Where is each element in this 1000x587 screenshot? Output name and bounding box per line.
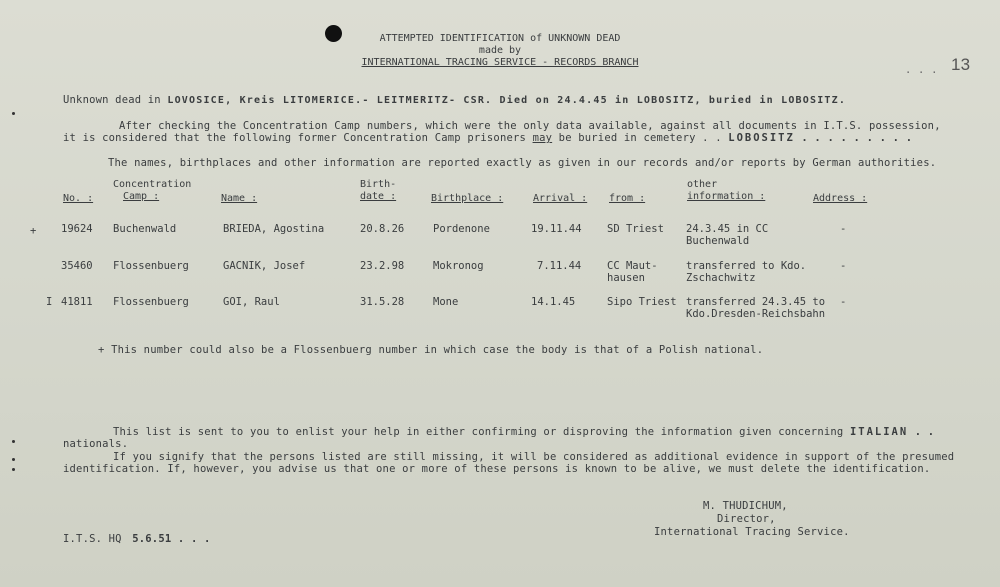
- row-from: SD Triest: [607, 223, 664, 235]
- footnote-text: This number could also be a Flossenbuerg number in which case the body is that of a Polish national.: [111, 344, 764, 356]
- row-address: -: [840, 260, 847, 272]
- header-no: No. :: [63, 193, 94, 204]
- nationality-stamp: ITALIAN: [849, 426, 909, 438]
- closing-p2-line1: If you signify that the persons listed are still missing, it will be considered as additional evidence in support of the presumed: [113, 451, 955, 463]
- row-birthplace: Mone: [433, 296, 459, 308]
- row-info-line2: Buchenwald: [686, 235, 750, 247]
- signature-name: M. THUDICHUM,: [703, 500, 788, 512]
- row-marker: I: [46, 296, 53, 308]
- row-info-line1: transferred to Kdo.: [686, 260, 807, 272]
- row-info-line1: 24.3.45 in CC: [686, 223, 769, 235]
- unknown-dead-prefix: Unknown dead in: [63, 94, 161, 106]
- closing-p1-line2: nationals.: [63, 438, 129, 450]
- footer-date: 5.6.51: [132, 533, 172, 545]
- row-birthplace: Mokronog: [433, 260, 484, 272]
- header-other-line2: information :: [687, 191, 766, 202]
- row-from-line1: CC Maut-: [607, 260, 658, 272]
- row-birthdate: 23.2.98: [360, 260, 405, 272]
- row-info-line2: Zschachwitz: [686, 272, 756, 284]
- margin-speck: [12, 468, 15, 471]
- row-camp: Flossenbuerg: [113, 296, 189, 308]
- row-birthdate: 20.8.26: [360, 223, 405, 235]
- header-arrival: Arrival :: [533, 193, 588, 204]
- header-birthdate-line2: date :: [360, 191, 397, 202]
- unknown-dead-line: [63, 94, 846, 106]
- footnote-marker: +: [98, 344, 105, 356]
- row-from-line2: hausen: [607, 272, 645, 284]
- para1-line2: it is considered that the following former Concentration Camp prisoners may be buried in cemetery . . LOBOSITZ . . . . . . . . .: [63, 132, 913, 144]
- row-arrival: 14.1.45: [531, 296, 576, 308]
- row-info-line1: transferred 24.3.45 to: [686, 296, 826, 308]
- row-no: 41811: [61, 296, 93, 308]
- header-name: Name :: [221, 193, 258, 204]
- header-birthplace: Birthplace :: [431, 193, 504, 204]
- header-other-line1: other: [687, 179, 718, 190]
- row-from: Sipo Triest: [607, 296, 677, 308]
- page-number: 13: [951, 55, 971, 74]
- footer-label: I.T.S. HQ: [63, 533, 122, 545]
- row-info-line2: Kdo.Dresden-Reichsbahn: [686, 308, 826, 320]
- margin-speck: [12, 112, 15, 115]
- row-address: -: [840, 223, 847, 235]
- header-from: from :: [609, 193, 646, 204]
- signature-title: Director,: [717, 513, 776, 525]
- header-camp-line1: Concentration: [113, 179, 192, 190]
- header-camp-line2: Camp :: [123, 191, 160, 202]
- row-name: GACNIK, Josef: [223, 260, 306, 272]
- row-name: BRIEDA, Agostina: [223, 223, 325, 235]
- margin-speck: [12, 458, 15, 461]
- closing-p1-line1: This list is sent to you to enlist your help in either confirming or disproving the information given concerning ITALIAN . .: [113, 426, 935, 438]
- margin-marks: . . .: [905, 64, 938, 76]
- para2: The names, birthplaces and other information are reported exactly as given in our records and/or reports by German authorities.: [108, 157, 937, 169]
- unknown-dead-location: LOVOSICE, Kreis LITOMERICE.- LEITMERITZ- CSR. Died on 24.4.45 in LOBOSITZ, buried in LOBOSITZ.: [167, 95, 847, 106]
- row-arrival: 7.11.44: [537, 260, 582, 272]
- header-birthdate-line1: Birth-: [360, 179, 397, 190]
- footer-its-hq: I.T.S. HQ 5.6.51 . . .: [63, 533, 211, 545]
- margin-speck: [12, 440, 15, 443]
- row-address: -: [840, 296, 847, 308]
- cemetery-name: LOBOSITZ: [728, 132, 795, 144]
- header-agency: INTERNATIONAL TRACING SERVICE - RECORDS BRANCH: [361, 57, 639, 68]
- may-underlined: may: [532, 132, 553, 144]
- row-birthplace: Pordenone: [433, 223, 490, 235]
- row-marker: +: [30, 225, 37, 237]
- header-address: Address :: [813, 193, 868, 204]
- header-made-by: made by: [478, 45, 522, 56]
- row-camp: Flossenbuerg: [113, 260, 189, 272]
- signature-org: International Tracing Service.: [654, 526, 850, 538]
- row-birthdate: 31.5.28: [360, 296, 405, 308]
- closing-p2-line2: identification. If, however, you advise us that one or more of these persons is known to be alive, we must delete the identification.: [63, 463, 931, 475]
- row-no: 35460: [61, 260, 93, 272]
- row-arrival: 19.11.44: [531, 223, 582, 235]
- row-name: GOI, Raul: [223, 296, 280, 308]
- para1-line1: After checking the Concentration Camp numbers, which were the only data available, against all documents in I.T.S. possession,: [119, 120, 941, 132]
- footnote: [98, 344, 763, 356]
- row-no: 19624: [61, 223, 93, 235]
- row-camp: Buchenwald: [113, 223, 177, 235]
- header-title: ATTEMPTED IDENTIFICATION of UNKNOWN DEAD: [379, 33, 621, 44]
